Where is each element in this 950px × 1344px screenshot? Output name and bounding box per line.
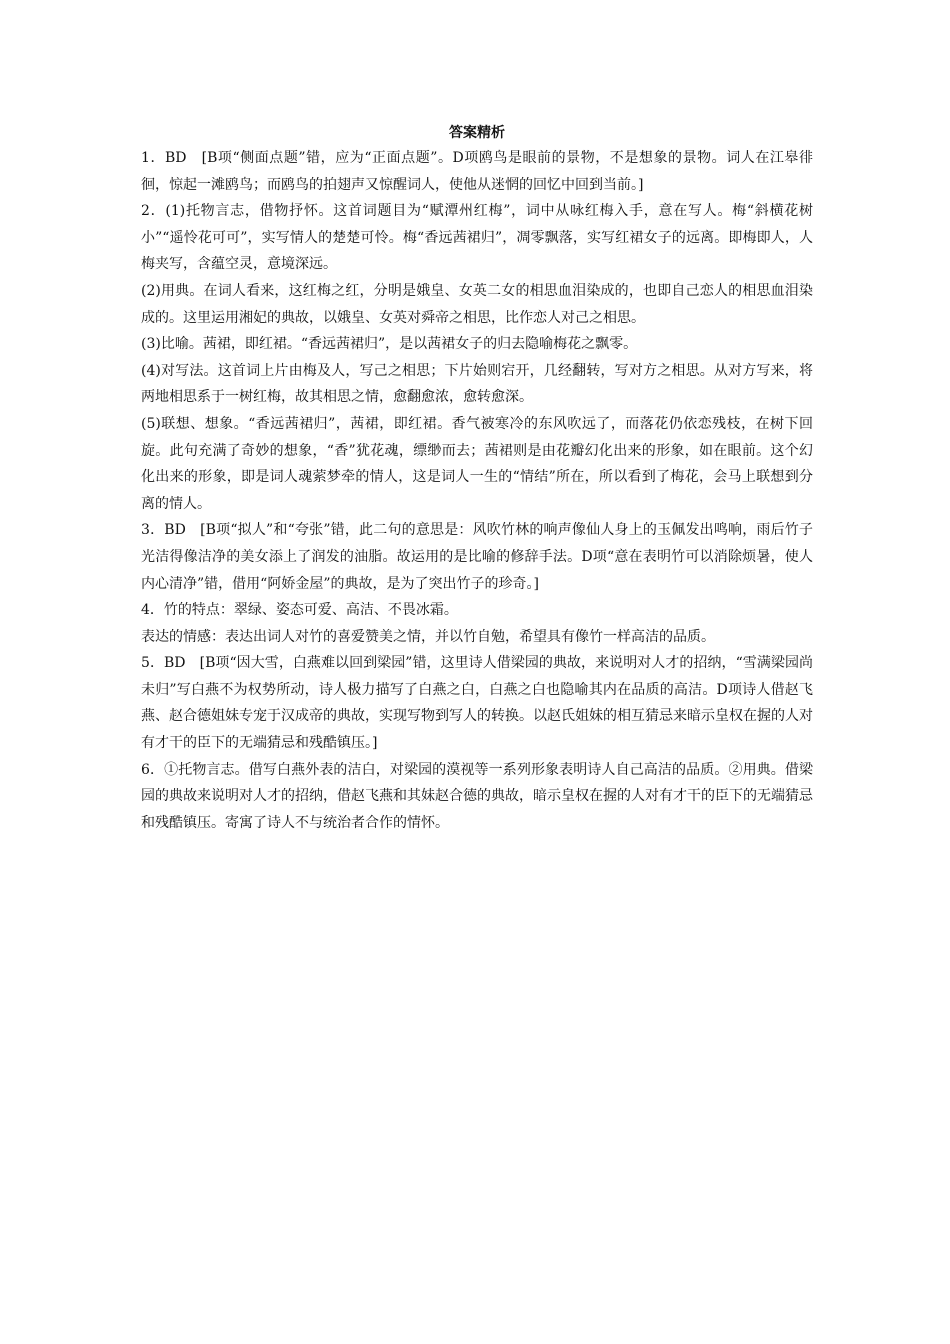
answer-5: 5．BD [B项“因大雪，白燕难以回到梁园”错，这里诗人借梁园的典故，来说明对人才的招纳，“雪满梁园尚未归”写白燕不为权势所动，诗人极力描写了白燕之白，白燕之白也隐喻其内在品质的高洁。D项诗人借赵飞燕、赵合德姐妹专宠于汉成帝的典故，实现写物到写人的转换。以赵氏姐妹的相互猜忌来暗示皇权在握的人对有才干的臣下的无端猜忌和残酷镇压。] (141, 655, 813, 752)
answer-2-part-2: (2)用典。在词人看来，这红梅之红，分明是娥皇、女英二女的相思血泪染成的，也即自己恋人的相思血泪染成的。这里运用湘妃的典故，以娥皇、女英对舜帝之相思，比作恋人对己之相思。 (141, 282, 813, 326)
answer-document (141, 121, 813, 836)
answer-4-emotion: 表达的情感：表达出词人对竹的喜爱赞美之情，并以竹自勉，希望具有像竹一样高洁的品质。 (141, 628, 715, 645)
answer-1: 1．BD [B项“侧面点题”错，应为“正面点题”。D项鸥鸟是眼前的景物，不是想象的景物。词人在江皋徘徊，惊起一滩鸥鸟；而鸥鸟的拍翅声又惊醒词人，使他从迷惘的回忆中回到当前。] (141, 150, 813, 193)
answer-6: 6．①托物言志。借写白燕外表的洁白，对梁园的漠视等一系列形象表明诗人自己高洁的品质。②用典。借梁园的典故来说明对人才的招纳，借赵飞燕和其妹赵合德的典故，暗示皇权在握的人对有才干的臣下的无端猜忌和残酷镇压。寄寓了诗人不与统治者合作的情怀。 (141, 761, 813, 831)
page-title: 答案精析 (449, 125, 505, 141)
answer-4-features: 4．竹的特点：翠绿、姿态可爱、高洁、不畏冰霜。 (141, 602, 458, 619)
answer-2-part-4: (4)对写法。这首词上片由梅及人，写己之相思；下片始则宕开，几经翻转，写对方之相思。从对方写来，将两地相思系于一树红梅，故其相思之情，愈翻愈浓，愈转愈深。 (141, 362, 813, 406)
answer-2-part-1: 2．(1)托物言志，借物抒怀。这首词题目为“赋潭州红梅”，词中从咏红梅入手，意在写人。梅“斜横花树小”“遥怜花可可”，实写情人的楚楚可怜。梅“香远茜裙归”，凋零飘落，实写红裙女子的远离。即梅即人，人梅夹写，含蕴空灵，意境深远。 (141, 203, 813, 273)
answer-3: 3．BD [B项“拟人”和“夸张”错，此二句的意思是：风吹竹林的响声像仙人身上的玉佩发出鸣响，雨后竹子光洁得像洁净的美女添上了润发的油脂。故运用的是比喻的修辞手法。D项“意在表明竹可以消除烦暑，使人内心清净”错，借用“阿娇金屋”的典故，是为了突出竹子的珍奇。] (141, 522, 813, 592)
answer-2-part-5: (5)联想、想象。“香远茜裙归”，茜裙，即红裙。香气被寒冷的东风吹远了，而落花仍依恋残枝，在树下回旋。此句充满了奇妙的想象，“香”犹花魂，缥缈而去；茜裙则是由花瓣幻化出来的形象，如在眼前。这个幻化出来的形象，即是词人魂萦梦牵的情人，这是词人一生的“情结”所在，所以看到了梅花，会马上联想到分离的情人。 (141, 415, 813, 512)
answer-2-part-3: (3)比喻。茜裙，即红裙。“香远茜裙归”，是以茜裙女子的归去隐喻梅花之飘零。 (141, 336, 638, 353)
